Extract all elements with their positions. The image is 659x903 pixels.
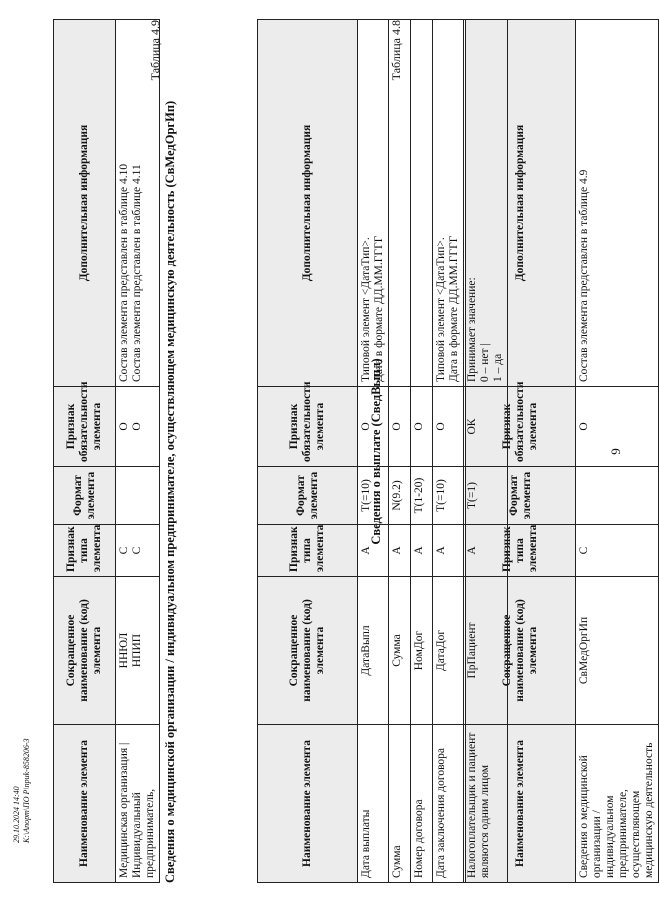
footer-path: К:\Апорт\ПО Р\приk-858206-3 [22, 738, 31, 843]
code-line: ННЮЛ [118, 632, 130, 669]
cell-code: ДатаДог [433, 577, 464, 725]
cell-info [389, 20, 411, 387]
header-type: Признак типа элемента [466, 525, 576, 577]
header-info: Дополнительная информация [258, 20, 358, 387]
info-line: Состав элемента представлен в таблице 4.9 [578, 169, 590, 382]
table-row [116, 20, 160, 883]
info-line: 0 – нет | [479, 343, 491, 382]
cell-code: ПрПациент [464, 577, 508, 725]
header-required: Признак обязательности элемента [54, 387, 116, 467]
table-header-row [54, 20, 116, 883]
header-code: Сокращенное наименование (код) элемента [466, 577, 576, 725]
cell-code: НомДог [411, 577, 433, 725]
cell-code [116, 577, 160, 725]
cell-format: T(=1) [464, 467, 508, 525]
element-table-3 [53, 19, 160, 883]
cell-name: Дата выплаты [358, 725, 389, 883]
cell-format [116, 467, 160, 525]
type-line: С [118, 546, 130, 555]
cell-info [464, 20, 508, 387]
required-line: О [118, 422, 130, 431]
name-line: Индивидуальный предприниматель, [131, 788, 156, 878]
cell-required: ОК [464, 387, 508, 467]
cell-format: T(=10) [358, 467, 389, 525]
cell-required: О [576, 387, 659, 467]
cell-info [116, 20, 160, 387]
table-title-4-9: Сведения о медицинской организации / индивидуальном предпринимателе, осуществляющем медицинскую деятельность (СвМедОргИп) [163, 100, 177, 883]
cell-code: СвМедОргИп [576, 577, 659, 725]
cell-required: О [358, 387, 389, 467]
cell-info [433, 20, 464, 387]
cell-name: Номер договора [411, 725, 433, 883]
info-line: Состав элемента представлен в таблице 4.10 [118, 163, 130, 382]
cell-type: А [433, 525, 464, 577]
table-caption-4-8: Таблица 4.8 [389, 20, 403, 81]
cell-format: T(=10) [433, 467, 464, 525]
header-type: Признак типа элемента [54, 525, 116, 577]
header-required: Признак обязательности элемента [258, 387, 358, 467]
name-line: Медицинская организация | [118, 742, 130, 878]
cell-type: С [576, 525, 659, 577]
info-line: 1 – да [492, 353, 504, 382]
header-name: Наименование элемента [466, 725, 576, 883]
cell-name [116, 725, 160, 883]
info-line: Типовой элемент <ДатаТип>. [360, 237, 372, 382]
table-row [358, 20, 389, 883]
cell-type [116, 525, 160, 577]
header-name: Наименование элемента [54, 725, 116, 883]
cell-info [358, 20, 389, 387]
info-line: Дата в формате ДД.ММ.ГГГГ [373, 235, 385, 382]
header-required: Признак обязательности элемента [466, 387, 576, 467]
cell-required [116, 387, 160, 467]
page-number: 9 [608, 448, 623, 455]
info-line: Дата в формате ДД.ММ.ГГГГ [448, 235, 460, 382]
cell-name: Сведения о медицинской организации / индивидуальном предпринимателе, осуществляющем медицинскую деятельность [576, 725, 659, 883]
header-info: Дополнительная информация [466, 20, 576, 387]
cell-required: О [389, 387, 411, 467]
required-line: О [131, 422, 143, 431]
table-row [576, 20, 659, 883]
header-format: Формат элемента [466, 467, 576, 525]
cell-required: О [411, 387, 433, 467]
header-type: Признак типа элемента [258, 525, 358, 577]
cell-name: Дата заключения договора [433, 725, 464, 883]
table-row [411, 20, 433, 883]
table-row [433, 20, 464, 883]
footer-timestamp: 29.10.2024 14:40 [12, 786, 21, 843]
table-title-4-8: Сведения о выплате (СведВыпл) [369, 358, 383, 545]
header-name: Наименование элемента [258, 725, 358, 883]
header-code: Сокращенное наименование (код) элемента [258, 577, 358, 725]
cell-code: ДатаВыпл [358, 577, 389, 725]
cell-name: Налогоплательщик и пациент являются одним лицом [464, 725, 508, 883]
info-line: Состав элемента представлен в таблице 4.11 [131, 164, 143, 382]
code-line: НПИП [131, 633, 143, 668]
cell-name: Сумма [389, 725, 411, 883]
element-table-2 [257, 19, 508, 883]
header-format: Формат элемента [54, 467, 116, 525]
cell-format [576, 467, 659, 525]
table-caption-4-9: Таблица 4.9 [148, 20, 162, 81]
cell-type: А [358, 525, 389, 577]
table-header-row [258, 20, 358, 883]
header-code: Сокращенное наименование (код) элемента [54, 577, 116, 725]
cell-code: Сумма [389, 577, 411, 725]
cell-format: T(1-20) [411, 467, 433, 525]
table-row [389, 20, 411, 883]
cell-required: О [433, 387, 464, 467]
print-footer [12, 543, 32, 843]
cell-type: А [464, 525, 508, 577]
header-info: Дополнительная информация [54, 20, 116, 387]
table-row [464, 20, 508, 883]
info-line: Типовой элемент <ДатаТип>. [435, 237, 447, 382]
cell-type: А [411, 525, 433, 577]
cell-type: А [389, 525, 411, 577]
cell-info [411, 20, 433, 387]
type-line: С [131, 546, 143, 555]
cell-format: N(9.2) [389, 467, 411, 525]
cell-info [576, 20, 659, 387]
info-line: Принимает значение: [466, 277, 478, 382]
header-format: Формат элемента [258, 467, 358, 525]
